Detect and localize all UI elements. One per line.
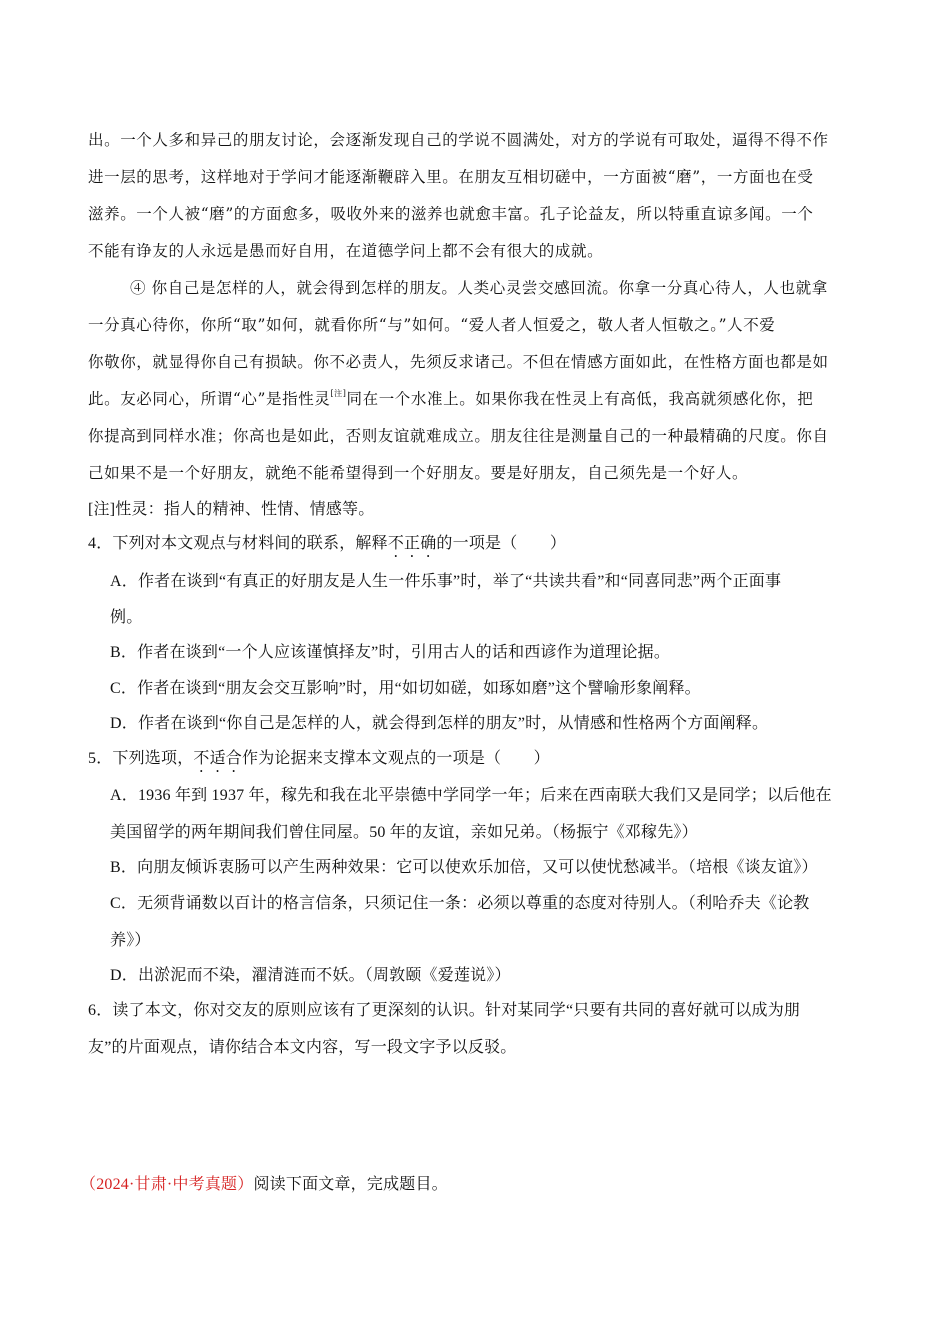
passage-line: 进一层的思考，这样地对于学问才能逐渐鞭辟入里。在朋友互相切磋中，一方面被“磨”，一方面也在受 [88,168,814,186]
emphasized-text: 不适合 [193,750,243,767]
option-b[interactable]: B．作者在谈到“一个人应该谨慎择友”时，引用古人的话和西谚作为道理论据。 [110,644,671,661]
passage-line: 你提高到同样水准；你高也是如此，否则友谊就难成立。朋友往往是测量自己的一种最精确的尺度。你自 [88,427,829,445]
question-stem [88,530,566,561]
option-c[interactable]: C．无须背诵数以百计的格言信条，只须记住一条：必须以尊重的态度对待别人。（利哈乔夫《论教 [110,895,810,912]
passage-line: 你敬你，就显得你自己有损缺。你不必责人，先须反求诸己。不但在情感方面如此，在性格方面也都是如 [88,353,829,371]
passage-line: 出。一个人多和异己的朋友讨论，会逐渐发现自己的学说不圆满处，对方的学说有可取处，逼得不得不作 [88,131,829,149]
option-c-cont[interactable]: 养》） [110,932,151,949]
section-header [80,1171,448,1194]
footnote-mark: [注] [330,389,347,398]
source-label: （2024·甘肃·中考真题） [80,1176,254,1193]
option-d[interactable]: D．作者在谈到“你自己是怎样的人，就会得到怎样的朋友”时，从情感和性格两个方面阐释。 [110,715,769,732]
option-a-cont[interactable]: 美国留学的两年期间我们曾住同屋。50 年的友谊，亲如兄弟。（杨振宁《邓稼先》） [110,824,698,841]
stem-text: 作为论据来支撑本文观点的一项是（ ） [242,750,550,767]
option-a-cont[interactable]: 例。 [110,609,143,626]
passage-text: 同在一个水准上。如果你我在性灵上有高低，我高就须感化你，把 [346,390,814,408]
option-b[interactable]: B．向朋友倾诉衷肠可以产生两种效果：它可以使欢乐加倍，又可以使忧愁减半。（培根《谈友谊》） [110,859,818,876]
question-stem-cont: 友”的片面观点，请你结合本文内容，写一段文字予以反驳。 [88,1039,517,1056]
section-instruction: 阅读下面文章，完成题目。 [253,1176,448,1193]
footnote: [注]性灵：指人的精神、性情、情感等。 [88,501,375,518]
passage-line: 己如果不是一个好朋友，就绝不能希望得到一个好朋友。要是好朋友，自己须先是一个好人。 [88,464,749,482]
question-stem: 6．读了本文，你对交友的原则应该有了更深刻的认识。针对某同学“只要有共同的喜好就可以成为朋 [88,1002,801,1019]
stem-text: 4．下列对本文观点与材料间的联系，解释 [88,535,388,552]
emphasized-text: 不正确 [387,535,437,552]
passage-text: 此。友必同心，所谓“心”是指性灵 [88,390,331,408]
passage-line: 不能有诤友的人永远是愚而好自用，在道德学问上都不会有很大的成就。 [88,242,604,260]
question-stem [88,745,550,776]
stem-text: 5．下列选项， [88,750,194,767]
option-c[interactable]: C．作者在谈到“朋友会交互影响”时，用“如切如磋，如琢如磨”这个譬喻形象阐释。 [110,680,701,697]
passage-line: 滋养。一个人被“磨”的方面愈多，吸收外来的滋养也就愈丰富。孔子论益友，所以特重直谅多闻。一个 [88,205,814,223]
passage-line: ④ 你自己是怎样的人，就会得到怎样的朋友。人类心灵尝交感回流。你拿一分真心待人，人也就拿 [130,279,828,297]
stem-text: 的一项是（ ） [436,535,567,552]
option-a[interactable]: A．1936 年到 1937 年，稼先和我在北平崇德中学同学一年；后来在西南联大我们又是同学；以后他在 [110,787,832,804]
passage-line [88,387,813,409]
passage-line: 一分真心待你，你所“取”如何，就看你所“与”如何。“爱人者人恒爱之，敬人者人恒敬之。”人不爱 [88,316,776,334]
option-a[interactable]: A．作者在谈到“有真正的好朋友是人生一件乐事”时，举了“共读共看”和“同喜同悲”两个正面事 [110,573,782,590]
option-d[interactable]: D．出淤泥而不染，濯清涟而不妖。（周敦颐《爱莲说》） [110,967,511,984]
